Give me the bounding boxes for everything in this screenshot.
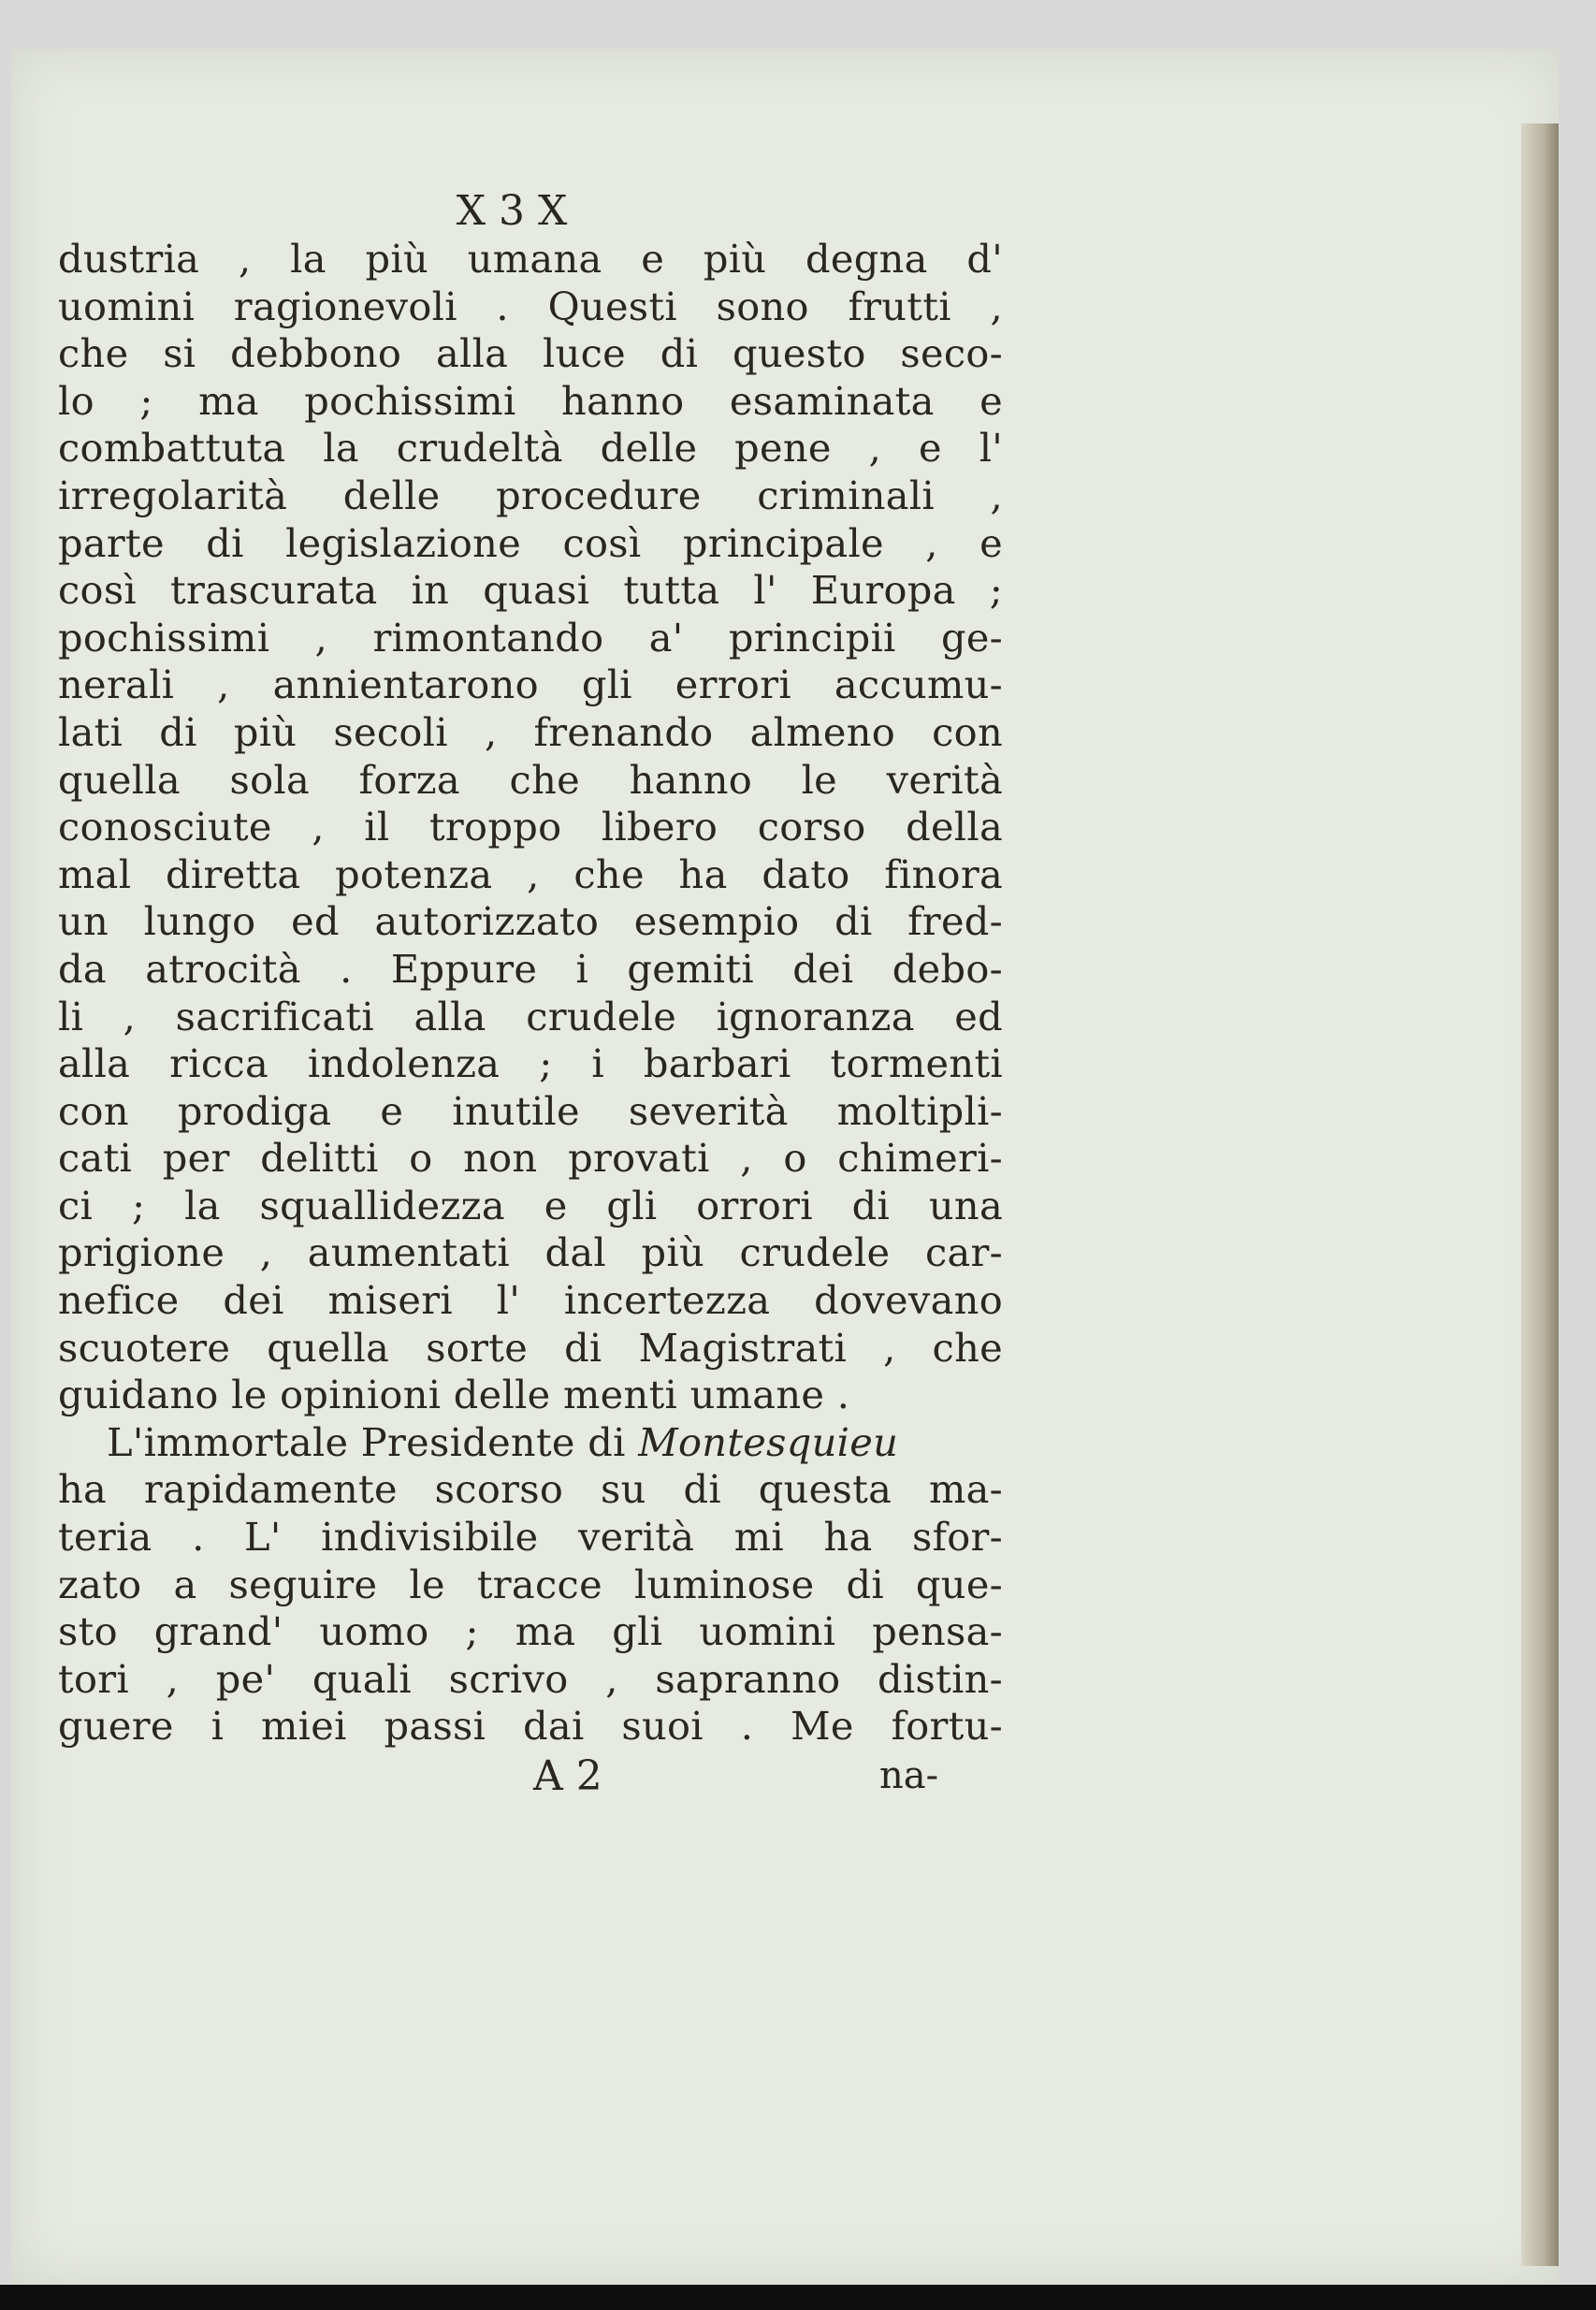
text-line: uomini ragionevoli . Questi sono frutti ,	[58, 283, 1003, 329]
signature-mark: A 2	[533, 1752, 602, 1800]
page-text	[58, 187, 1003, 1802]
text-line: lati di più secoli , frenando almeno con	[58, 708, 1003, 755]
paragraph-2	[58, 1419, 1003, 1751]
text-line: parte di legislazione così principale , e	[58, 519, 1003, 566]
text-line	[58, 1419, 1003, 1467]
text-line: teria . L' indivisibile verità mi ha sfor-	[58, 1514, 1003, 1561]
text-line: li , sacrificati alla crudele ignoranza ed	[58, 993, 1003, 1039]
text-line: combattuta la crudeltà delle pene , e l'	[58, 425, 1003, 472]
text-line: guere i miei passi dai suoi . Me fortu-	[58, 1703, 1003, 1750]
text-line: zato a seguire le tracce luminose di que-	[58, 1561, 1003, 1607]
text-line: conosciute , il troppo libero corso della	[58, 804, 1003, 850]
text-line: quella sola forza che hanno le verità	[58, 756, 1003, 803]
text-line: nefice dei miseri l' incertezza dovevano	[58, 1277, 1003, 1324]
text-line: irregolarità delle procedure criminali ,	[58, 472, 1003, 518]
page-edge	[1521, 123, 1559, 2266]
running-head: X 3 X	[456, 187, 568, 235]
text-line: scuotere quella sorte di Magistrati , che	[58, 1324, 1003, 1371]
text-line: nerali , annientarono gli errori accumu-	[58, 661, 1003, 708]
text-line: un lungo ed autorizzato esempio di fred-	[58, 898, 1003, 945]
text-line: alla ricca indolenza ; i barbari tormenti	[58, 1040, 1003, 1087]
page-footer	[58, 1751, 1003, 1802]
text-line: lo ; ma pochissimi hanno esaminata e	[58, 377, 1003, 424]
text-line: mal diretta potenza , che ha dato finora	[58, 850, 1003, 897]
text-line: cati per delitti o non provati , o chimeri-	[58, 1135, 1003, 1182]
text-line: che si debbono alla luce di questo seco-	[58, 330, 1003, 377]
text-line: prigione , aumentati dal più crudele car-	[58, 1229, 1003, 1276]
text-run: L'immortale Presidente di	[107, 1418, 639, 1465]
paragraph-1	[58, 236, 1003, 1419]
text-line: ha rapidamente scorso su di questa ma-	[58, 1466, 1003, 1513]
proper-name-italic: Montesquieu	[638, 1418, 899, 1465]
text-line: con prodiga e inutile severità moltipli-	[58, 1087, 1003, 1134]
text-line: pochissimi , rimontando a' principii ge-	[58, 614, 1003, 661]
text-line: ci ; la squallidezza e gli orrori di una	[58, 1182, 1003, 1228]
text-line: dustria , la più umana e più degna d'	[58, 236, 1003, 282]
text-line: tori , pe' quali scrivo , sapranno distin-	[58, 1655, 1003, 1702]
text-line: da atrocità . Eppure i gemiti dei debo-	[58, 945, 1003, 992]
catchword: na-	[879, 1754, 939, 1797]
text-line: sto grand' uomo ; ma gli uomini pensa-	[58, 1608, 1003, 1655]
text-line: così trascurata in quasi tutta l' Europa ;	[58, 567, 1003, 614]
scan-bottom-border	[0, 2285, 1596, 2310]
text-line: guidano le opinioni delle menti umane .	[58, 1372, 850, 1418]
